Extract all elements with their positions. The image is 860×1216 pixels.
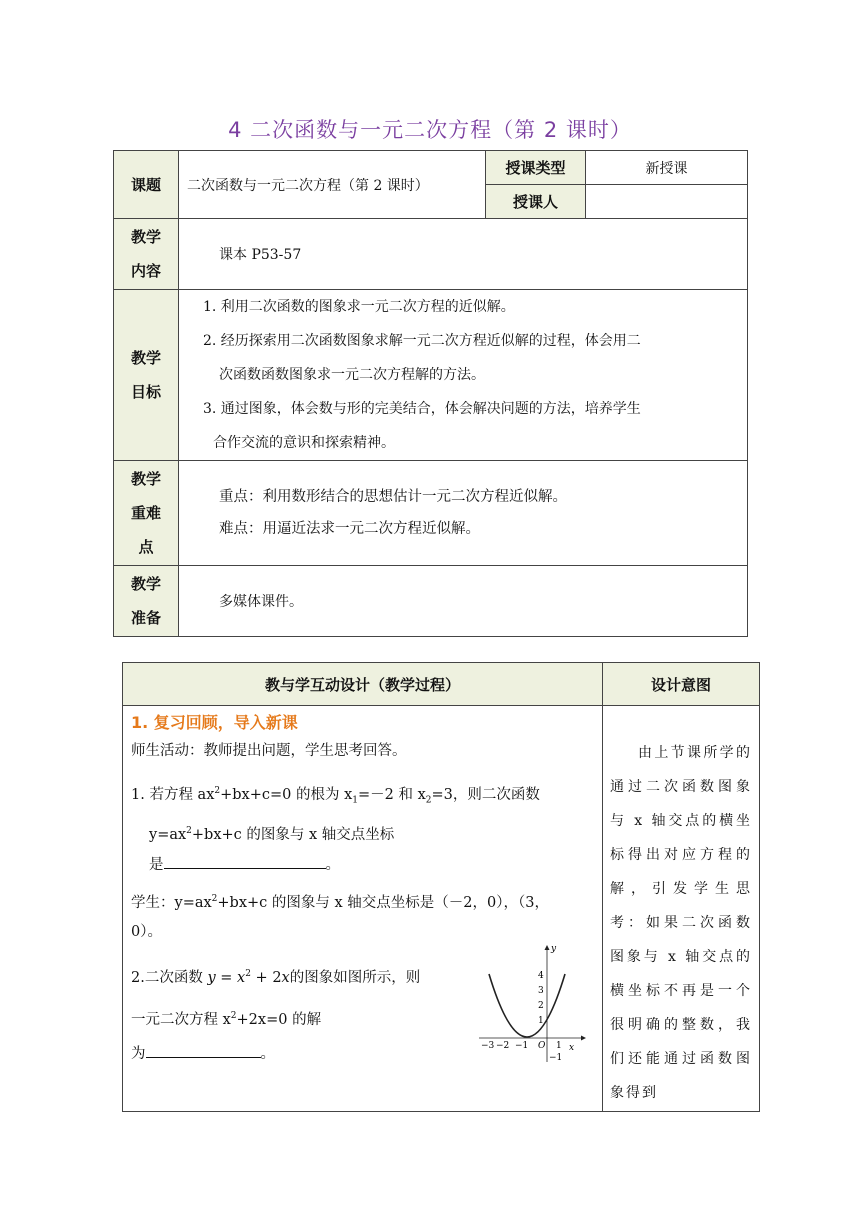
goal-1: 1. 利用二次函数的图象求一元二次方程的近似解。 xyxy=(203,299,515,315)
section-heading: 1. 复习回顾，导入新课 xyxy=(131,713,298,732)
x-axis-arrow xyxy=(581,1036,586,1041)
topic-label: 课题 xyxy=(114,151,179,219)
process-content xyxy=(123,706,603,1112)
process-table xyxy=(122,662,760,1112)
x-tick-neg1: −1 xyxy=(515,1041,529,1051)
prep-value: 多媒体课件。 xyxy=(179,566,748,637)
y-tick-2: 2 xyxy=(538,1001,544,1011)
type-label: 授课类型 xyxy=(486,151,586,185)
x-axis-label: x xyxy=(569,1043,575,1053)
x-tick-1: 1 xyxy=(556,1041,562,1051)
answer-blank-1[interactable] xyxy=(164,852,326,869)
x-tick-neg2: −2 xyxy=(496,1041,510,1051)
difficulty: 难点：用逼近法求一元二次方程近似解。 xyxy=(219,521,480,537)
question-2-line2: 一元二次方程 $x^2+2x=0$ 的解 xyxy=(131,1011,322,1029)
key-label-line2: 重难 xyxy=(130,504,161,522)
lesson-info-table xyxy=(113,150,748,637)
process-header: 教与学互动设计（教学过程） xyxy=(123,663,603,706)
y-tick-4: 4 xyxy=(538,971,544,981)
y-tick-3: 3 xyxy=(538,986,544,996)
question-1-line3: 是 。 xyxy=(131,850,594,880)
x-tick-neg3: −3 xyxy=(481,1041,495,1051)
y-axis-arrow xyxy=(545,945,550,950)
goals-list xyxy=(179,290,748,461)
parabola-curve xyxy=(489,974,565,1037)
student-answer: 学生：$y=ax^2+bx+c$ 的图象与 x 轴交点坐标是（－2，0），（3， xyxy=(131,893,549,911)
goals-label-line1: 教学 xyxy=(130,349,161,367)
question-1: 1. 若方程 $ax^2+bx+c=0$ 的根为 $x_1=-2$ 和 $x_2=3$，则二次函数 xyxy=(131,786,540,806)
prep-label-line2: 准备 xyxy=(130,609,161,627)
y-tick-neg1: −1 xyxy=(549,1053,563,1063)
question-1-line2: $y=ax^2+bx+c$ 的图象与 x 轴交点坐标 xyxy=(149,825,395,843)
goals-label xyxy=(114,290,179,461)
goal-3: 3. 通过图象，体会数与形的完美结合，体会解决问题的方法，培养学生 xyxy=(203,401,641,417)
key-label-line1: 教学 xyxy=(130,470,161,488)
content-value: 课本 P53-57 xyxy=(179,219,748,290)
content-label xyxy=(114,219,179,290)
y-tick-1: 1 xyxy=(538,1016,544,1026)
key-label-line3: 点 xyxy=(138,538,154,556)
design-intent-cell xyxy=(603,706,760,1112)
question-2: 2.二次函数 $y = x^2 + 2x$的图象如图所示，则 xyxy=(131,969,421,987)
design-header: 设计意图 xyxy=(603,663,760,706)
prep-label xyxy=(114,566,179,637)
origin-label: O xyxy=(538,1041,546,1051)
teacher-value xyxy=(586,185,748,219)
answer-blank-2[interactable] xyxy=(146,1041,261,1058)
goal-2: 2. 经历探索用二次函数图象求解一元二次方程近似解的过程，体会用二 xyxy=(203,333,641,349)
key-label xyxy=(114,461,179,566)
page-title: 4 二次函数与一元二次方程（第 2 课时） xyxy=(228,118,632,142)
teacher-label: 授课人 xyxy=(486,185,586,219)
type-value: 新授课 xyxy=(586,151,748,185)
topic-value: 二次函数与一元二次方程（第 2 课时） xyxy=(179,151,486,219)
key-points xyxy=(179,461,748,566)
key-point: 重点：利用数形结合的思想估计一元二次方程近似解。 xyxy=(219,489,567,505)
content-label-line1: 教学 xyxy=(130,228,161,246)
prep-label-line1: 教学 xyxy=(130,575,161,593)
activity-text: 师生活动：教师提出问题，学生思考回答。 xyxy=(131,743,407,759)
goals-label-line2: 目标 xyxy=(130,383,161,401)
content-label-line2: 内容 xyxy=(130,262,161,280)
goal-2-cont: 次函数函数图象求一元二次方程解的方法。 xyxy=(219,367,485,383)
question-2-line3: 为 。 xyxy=(131,1039,594,1069)
parabola-graph xyxy=(477,942,587,1064)
design-intent: 由上节课所学的通过二次函数图象与 x 轴交点的横坐标得出对应方程的解，引发学生思考：如果二次函数图象与 x 轴交点的横坐标不再是一个很明确的整数，我们还能通过函数图象得到 xyxy=(610,745,752,1101)
y-axis-label: y xyxy=(551,944,557,954)
goal-3-cont: 合作交流的意识和探索精神。 xyxy=(213,435,395,451)
student-answer-cont: 0）。 xyxy=(131,924,162,941)
